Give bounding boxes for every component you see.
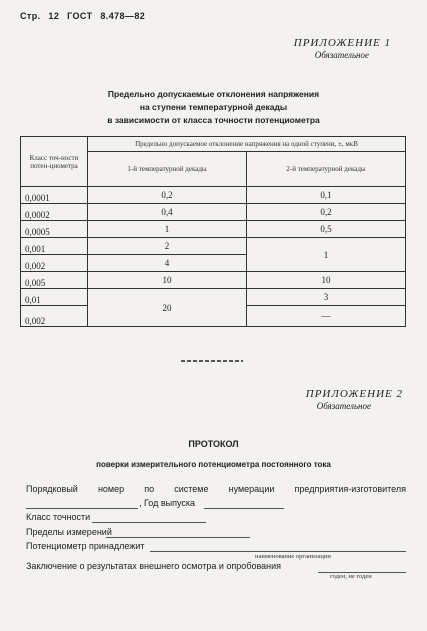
class-cell: 0,0005 — [21, 221, 88, 238]
value-cell: 0,2 — [247, 204, 406, 221]
owner-caption: наименование организации — [255, 553, 331, 560]
class-cell: 0,005 — [21, 272, 88, 289]
value-cell: 0,5 — [247, 221, 406, 238]
tolerance-table — [20, 136, 406, 327]
section-divider — [181, 360, 243, 362]
table-title — [0, 88, 427, 127]
class-cell: 0,001 — [21, 238, 88, 255]
value-cell: 4 — [88, 255, 247, 272]
appendix1-title: ПРИЛОЖЕНИЕ 1 — [293, 37, 391, 49]
protocol-title: ПРОТОКОЛ — [188, 439, 239, 449]
value-cell: 0,4 — [88, 204, 247, 221]
page-header — [20, 11, 150, 21]
gost-label: ГОСТ — [67, 11, 93, 21]
value-cell: 20 — [88, 289, 247, 327]
class-cell: 0,0001 — [21, 187, 88, 204]
table-row — [21, 204, 406, 221]
year-label: , Год выпуска — [139, 498, 195, 508]
value-cell: — — [247, 306, 406, 327]
page-label: Стр. — [20, 11, 41, 21]
col2-header: 2-й температурной декады — [247, 152, 406, 187]
table-row — [21, 289, 406, 306]
serial-number-field[interactable] — [26, 508, 138, 509]
value-cell: 1 — [247, 238, 406, 272]
standard-code: 8.478—82 — [100, 11, 146, 21]
table-row — [21, 238, 406, 255]
owner-field[interactable] — [150, 551, 406, 552]
value-cell: 10 — [247, 272, 406, 289]
appendix2-title: ПРИЛОЖЕНИЕ 2 — [305, 388, 403, 400]
table-title-line: на ступени температурной декады — [139, 102, 288, 112]
year-field[interactable] — [204, 508, 284, 509]
col-class-header: Класс точ-ности потен-циометра — [21, 137, 88, 187]
page-number: 12 — [48, 11, 60, 21]
value-cell: 1 — [88, 221, 247, 238]
owner-label: Потенциометр принадлежит — [26, 541, 145, 551]
group-header: Предельно допускаемое отклонение напряжения на одной ступени, ±, мкВ — [88, 137, 406, 152]
value-cell: 0,1 — [247, 187, 406, 204]
table-row — [21, 187, 406, 204]
inspection-label: Заключение о результатах внешнего осмотра и опробования — [26, 561, 282, 571]
appendix2-subtitle: Обязательное — [316, 401, 371, 411]
value-cell: 3 — [247, 289, 406, 306]
class-cell: 0,002 — [21, 306, 88, 327]
protocol-subtitle: поверки измерительного потенциометра постоянного тока — [96, 460, 331, 469]
serial-number-label: Порядковый номер по системе нумерации предприятия-изготовителя — [26, 484, 406, 494]
value-cell: 0,2 — [88, 187, 247, 204]
table-row — [21, 221, 406, 238]
value-cell: 2 — [88, 238, 247, 255]
class-cell: 0,01 — [21, 289, 88, 306]
accuracy-class-label: Класс точности — [26, 512, 91, 522]
table-title-line: в зависимости от класса точности потенциометра — [107, 115, 320, 125]
accuracy-class-field[interactable] — [92, 522, 206, 523]
class-cell: 0,0002 — [21, 204, 88, 221]
table-row — [21, 272, 406, 289]
value-cell: 10 — [88, 272, 247, 289]
table-title-line: Предельно допускаемые отклонения напряжения — [107, 89, 320, 99]
inspection-caption: годен, не годен — [330, 573, 372, 580]
measurement-range-label: Пределы измерений — [26, 527, 112, 537]
measurement-range-field[interactable] — [106, 537, 250, 538]
appendix1-subtitle: Обязательное — [314, 50, 369, 60]
col1-header: 1-й температурной декады — [88, 152, 247, 187]
table-header-row — [21, 137, 406, 152]
class-cell: 0,002 — [21, 255, 88, 272]
